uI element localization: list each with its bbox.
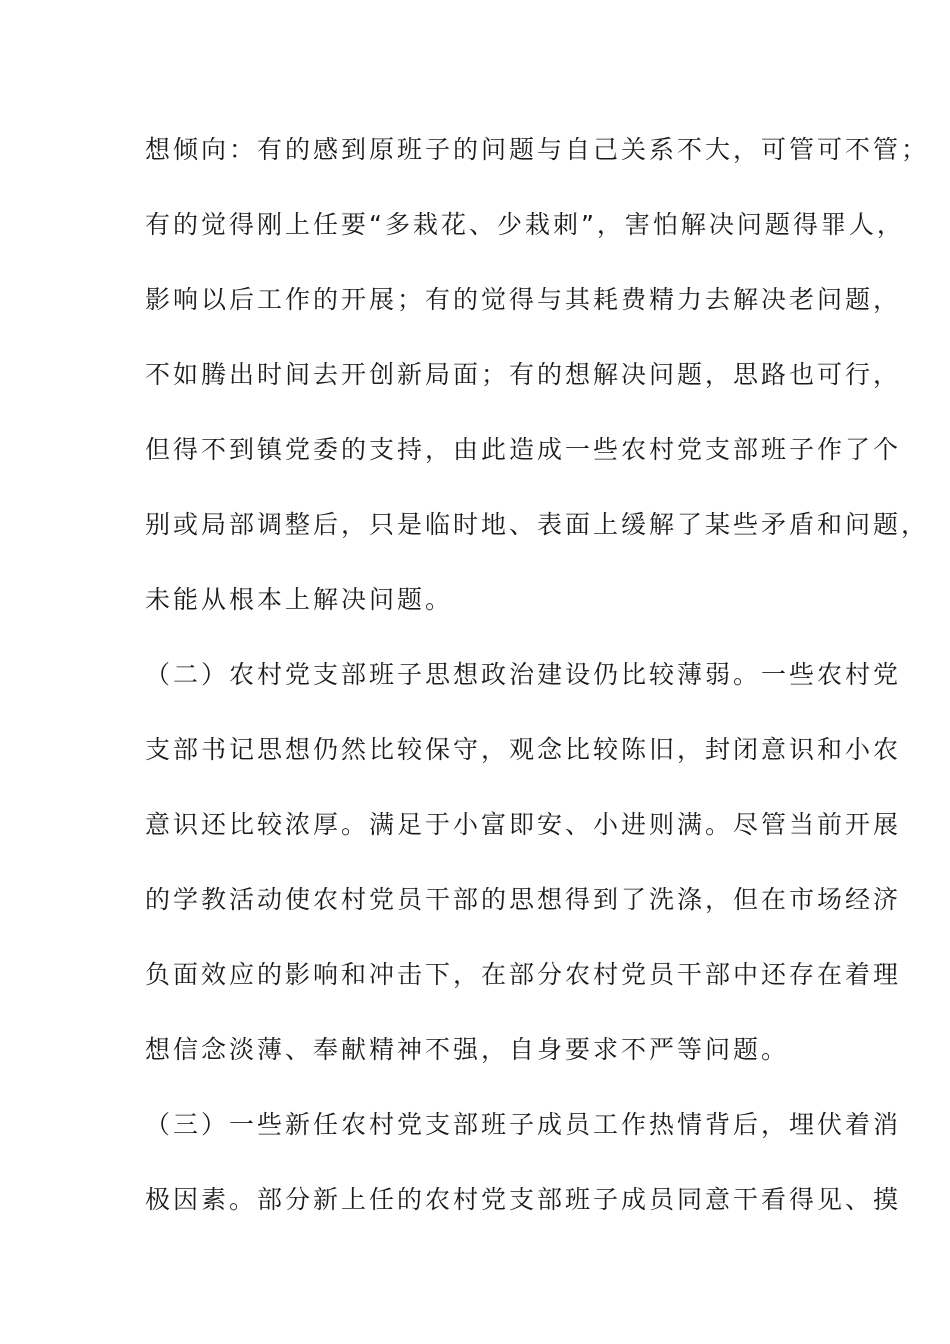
text-line: 未能从根本上解决问题。 — [145, 585, 454, 614]
text-line: 想倾向：有的感到原班子的问题与自己关系不大，可管可不管； — [145, 135, 930, 164]
section-heading-line: （二）农村党支部班子思想政治建设仍比较薄弱。一些农村党 — [145, 660, 902, 689]
text-line: 支部书记思想仍然比较保守，观念比较陈旧，封闭意识和小农 — [145, 735, 902, 764]
text-line: 不如腾出时间去开创新局面；有的想解决问题，思路也可行， — [145, 360, 902, 389]
text-line: 有的觉得刚上任要“多栽花、少栽刺”，害怕解决问题得罪人， — [145, 210, 905, 239]
text-line: 想信念淡薄、奉献精神不强，自身要求不严等问题。 — [145, 1035, 790, 1064]
text-line: 但得不到镇党委的支持，由此造成一些农村党支部班子作了个 — [145, 435, 902, 464]
text-line: 的学教活动使农村党员干部的思想得到了洗涤，但在市场经济 — [145, 885, 902, 914]
text-line: 极因素。部分新上任的农村党支部班子成员同意干看得见、摸 — [145, 1185, 902, 1214]
text-line: 负面效应的影响和冲击下，在部分农村党员干部中还存在着理 — [145, 960, 902, 989]
text-line: 影响以后工作的开展；有的觉得与其耗费精力去解决老问题， — [145, 285, 902, 314]
text-line: 意识还比较浓厚。满足于小富即安、小进则满。尽管当前开展 — [145, 810, 902, 839]
text-line: 别或局部调整后，只是临时地、表面上缓解了某些矛盾和问题， — [145, 510, 930, 539]
section-heading-line: （三）一些新任农村党支部班子成员工作热情背后，埋伏着消 — [145, 1110, 902, 1139]
